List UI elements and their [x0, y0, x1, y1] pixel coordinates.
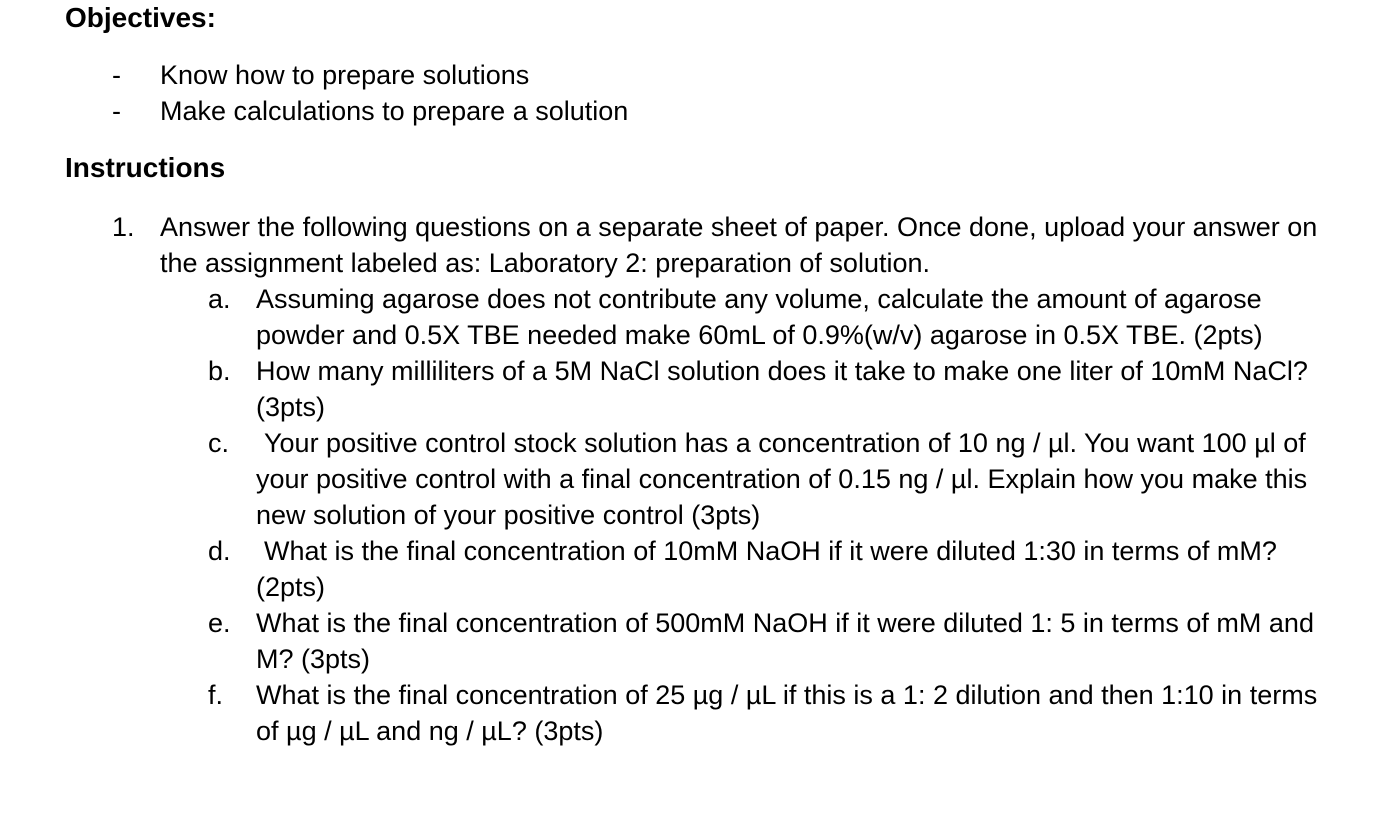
question-marker: c. — [208, 428, 230, 458]
question-text: Your positive control stock solution has a concentration of 10 ng / µl. You want 100 µl of your positive control with a final concentration of 0.15 ng / µl. Explain how you make this new solution of your positive control (3pts) — [256, 428, 1308, 530]
objectives-heading: Objectives: — [65, 2, 216, 33]
question-c — [208, 425, 1338, 533]
instruction-text: Answer the following questions on a separate sheet of paper. Once done, upload your answer on the assignment labeled as: Laboratory 2: preparation of solution. — [160, 212, 1318, 278]
question-f — [208, 677, 1338, 749]
question-text: What is the final concentration of 10mM NaOH if it were diluted 1:30 in terms of mM? (2pts) — [256, 536, 1277, 602]
question-e — [208, 605, 1338, 677]
question-text: Assuming agarose does not contribute any volume, calculate the amount of agarose powder and 0.5X TBE needed make 60mL of 0.9%(w/v) agarose in 0.5X TBE. (2pts) — [256, 284, 1263, 350]
list-number: 1. — [112, 212, 135, 242]
question-marker: e. — [208, 608, 231, 638]
question-b — [208, 353, 1338, 425]
question-a — [208, 281, 1338, 353]
question-marker: a. — [208, 284, 231, 314]
question-text: What is the final concentration of 25 µg / µL if this is a 1: 2 dilution and then 1:10 in terms of µg / µL and ng / µL? (3pts) — [256, 680, 1318, 746]
objective-text: Know how to prepare solutions — [160, 60, 530, 90]
question-d — [208, 533, 1338, 605]
question-marker: d. — [208, 536, 231, 566]
question-marker: f. — [208, 680, 224, 710]
question-text: What is the final concentration of 500mM NaOH if it were diluted 1: 5 in terms of mM and M? (3pts) — [256, 608, 1314, 674]
instructions-heading: Instructions — [65, 152, 226, 183]
bullet-marker: - — [112, 96, 121, 126]
bullet-marker: - — [112, 60, 121, 90]
question-text: How many milliliters of a 5M NaCl solution does it take to make one liter of 10mM NaCl? (3pts) — [256, 356, 1308, 422]
question-marker: b. — [208, 356, 231, 386]
question-list — [208, 281, 1338, 749]
objective-text: Make calculations to prepare a solution — [160, 96, 629, 126]
